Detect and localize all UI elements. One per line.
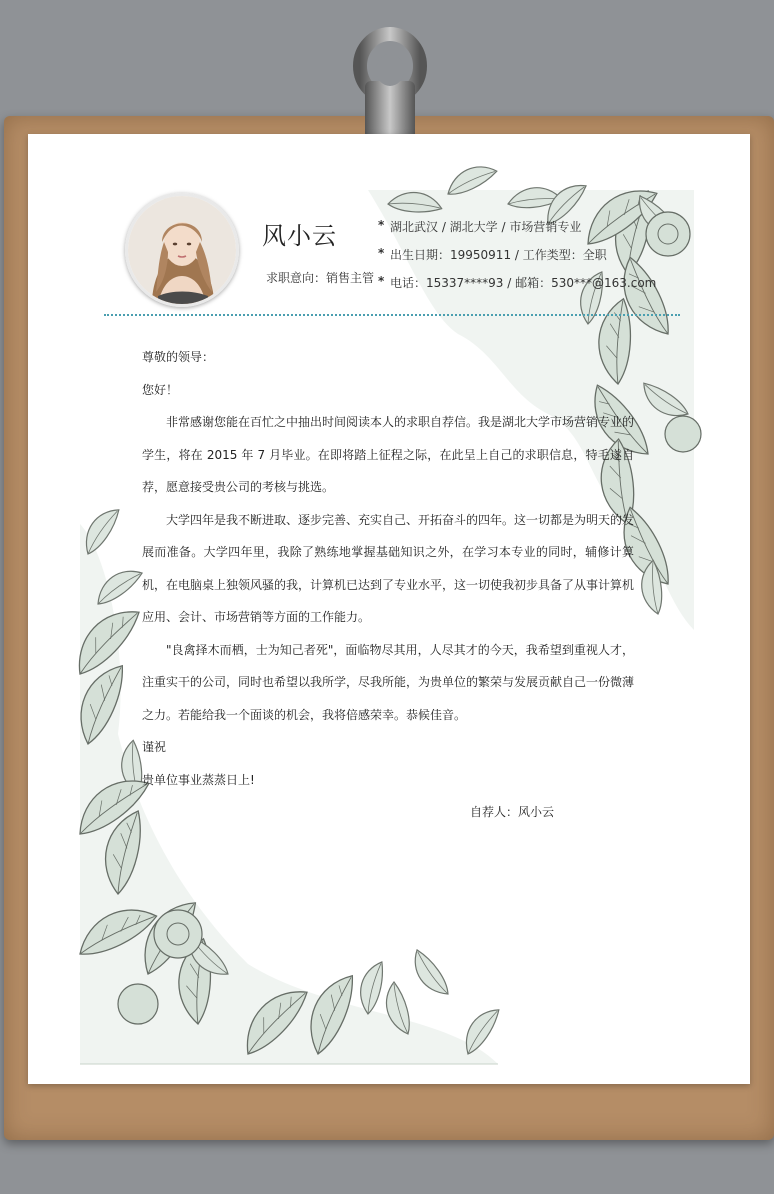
info-row bbox=[378, 218, 656, 246]
info-text: 电话：15337****93 / 邮箱：530***@163.com bbox=[390, 276, 657, 290]
letter-paragraph: "良禽择木而栖，士为知己者死"，面临物尽其用，人尽其才的今天，我希望到重视人才，注重实干的公司，同时也希望以我所学，尽我所能，为贵单位的繁荣与发展贡献自己一份微薄之力。若能给我一个面谈的机会，我将倍感荣幸。恭候佳音。 bbox=[142, 642, 635, 722]
bullet-icon: * bbox=[378, 274, 385, 288]
info-row bbox=[378, 246, 656, 274]
info-row bbox=[378, 274, 656, 302]
signature: 自荐人：风小云 bbox=[470, 805, 555, 819]
wish: 贵单位事业蒸蒸日上! bbox=[142, 772, 255, 787]
avatar bbox=[125, 193, 239, 307]
bullet-icon: * bbox=[378, 218, 385, 232]
job-intent-label: 求职意向： bbox=[266, 271, 327, 285]
contact-info bbox=[378, 218, 656, 302]
applicant-name: 风小云 bbox=[262, 222, 337, 250]
greeting: 您好！ bbox=[142, 382, 179, 397]
cover-letter-body bbox=[142, 341, 634, 829]
bullet-icon: * bbox=[378, 246, 385, 260]
resume-paper bbox=[28, 134, 750, 1084]
job-intent-value: 销售主管 bbox=[326, 271, 375, 285]
info-text: 湖北武汉 / 湖北大学 / 市场营销专业 bbox=[390, 220, 582, 234]
info-text: 出生日期：19950911 / 工作类型：全职 bbox=[390, 248, 607, 262]
job-intent bbox=[266, 269, 374, 286]
closing: 谨祝 bbox=[142, 740, 167, 754]
salutation: 尊敬的领导： bbox=[142, 350, 215, 364]
portrait-icon bbox=[128, 196, 236, 304]
letter-paragraph: 非常感谢您能在百忙之中抽出时间阅读本人的求职自荐信。我是湖北大学市场营销专业的学生，将在 2015 年 7 月毕业。在即将踏上征程之际，在此呈上自己的求职信息，特毛遂自荐，愿意接受贵公司的考核与挑选。 bbox=[142, 415, 635, 494]
header-divider bbox=[104, 314, 680, 316]
letter-paragraph: 大学四年是我不断进取、逐步完善、充实自己、开拓奋斗的四年。这一切都是为明天的发展而准备。大学四年里，我除了熟练地掌握基础知识之外，在学习本专业的同时，辅修计算机，在电脑桌上独领风骚的我，计算机已达到了专业水平，这一切使我初步具备了从事计算机应用、会计、市场营销等方面的工作能力。 bbox=[142, 512, 635, 624]
